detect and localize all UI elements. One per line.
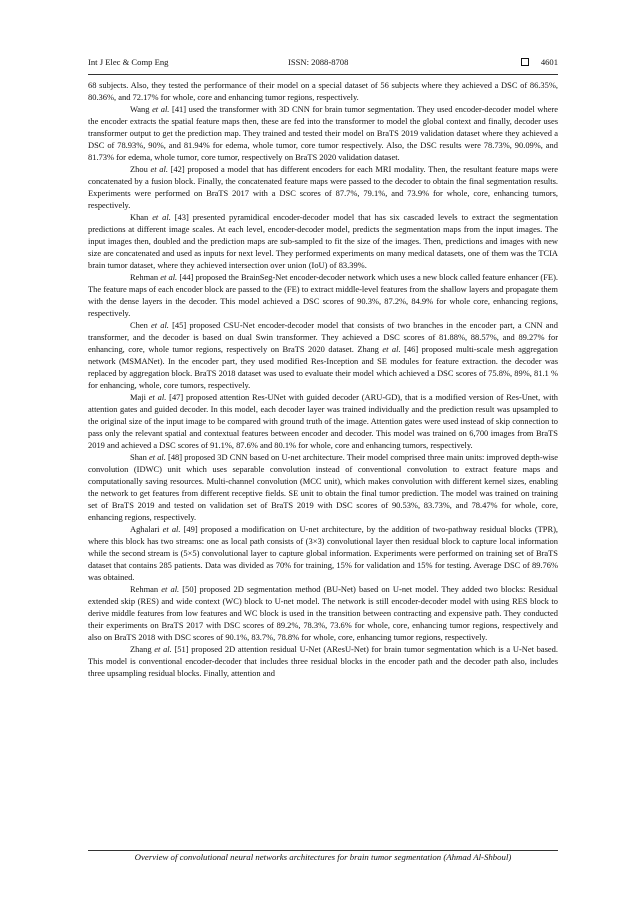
header-rule (88, 74, 558, 75)
et-al: et al. (152, 212, 171, 222)
paragraph (88, 319, 558, 391)
paragraph-text: [48] proposed 3D CNN based on U-net architecture. Their model comprised three main units: improved depth-wise convolution (IDWC) unit which uses separable convolution instead of conventional convolution to extract feature maps and computationally saving resources. Multi-channel convolution (MCC unit), which makes convolution with different kernel sizes, enabling the network to get features from different receptive fields. SE unit to obtain the final tumor prediction. The model was trained on training set of BraTS 2019 and tested on validation set of BraTS 2019 with DSC scores of 90.53%, 83.73%, and 78.47% for whole, core, enhancing regions, respectively. (88, 452, 558, 522)
header-right (521, 57, 558, 67)
paragraph (88, 163, 558, 211)
running-header (88, 57, 558, 71)
et-al: et al. (161, 584, 180, 594)
et-al: et al. (382, 344, 401, 354)
author-name: Wang (130, 104, 153, 114)
paragraph (88, 451, 558, 523)
body-text (88, 79, 558, 679)
paragraph (88, 583, 558, 643)
paragraph (88, 103, 558, 163)
checkbox-square-icon (521, 58, 529, 66)
author-name: Zhou (130, 164, 151, 174)
author-name: Rehman (130, 584, 162, 594)
et-al: et al. (152, 104, 170, 114)
paragraph (88, 523, 558, 583)
footer-rule (88, 850, 558, 851)
issn: ISSN: 2088-8708 (288, 57, 349, 67)
et-al: et al. (150, 320, 169, 330)
paragraph-text: [45] proposed CSU-Net encoder-decoder model that consists of two branches in the encoder part, a CNN and transformer, and the decoder is based on dual Swin transformer. They achieved a DSC scores of 81.88%, 88.57%, and 89.27% for enhancing, core, whole tumor regions, respectively on BraTS 2020 dataset. Zhang (88, 320, 558, 354)
paragraph-text: [49] proposed a modification on U-net architecture, by the addition of two-pathway residual blocks (TPR), where this block has two streams: one as local path consists of (3×3) convolutional layer then residual block to capture local information while the second stream is (5×5) convolutional layer to capture global information. Experiments were performed on training set of BraTS dataset that contains 285 patients. Data was divided as 70% for training, 15% for validation and 15% for testing. Average DSC of 89.76% was obtained. (88, 524, 558, 582)
et-al: et al. (154, 644, 172, 654)
author-name: Chen (130, 320, 151, 330)
et-al: et al. (149, 452, 166, 462)
paragraph-text: [44] proposed the BrainSeg-Net encoder-decoder network which uses a new block called feature enhancer (FE). The feature maps of each encoder block are passed to the (FE) to extract middle-level features from the shallow layers and propagate them with the dense layers in the decoder. This model achieved a DSC scores of 90.3%, 87.2%, 84.9% for whole core, enhancing regions, respectively. (88, 272, 558, 318)
paragraph-text: [51] proposed 2D attention residual U-Net (AResU-Net) for brain tumor segmentation which is a U-Net based. This model is conventional encoder-decoder that includes three residual blocks in the encoder path and the decoder path also, includes three upsampling residual blocks. Finally, attention and (88, 644, 558, 678)
paragraph-text: [47] proposed attention Res-UNet with guided decoder (ARU-GD), that is a modified version of Res-Unet, with attention gates and guided decoder. In this model, each decoder layer was trained individually and the prediction result was upsampled to the original size of the input image to be compared with ground truth of the image. Attention gates were used instead of skip connection to pass only the relevant spatial and contextual features between encoder and decoder. This model was trained on 6,700 images from BraTS 2019 and achieved a DSC scores of 91.1%, 87.6% and 80.1% for whole, core and enhancing tumors, respectively. (88, 392, 559, 450)
paragraph-text: 68 subjects. Also, they tested the performance of their model on a special dataset of 56 subjects where they achieved a DSC of 86.35%, 80.36%, and 72.17% for whole, core and enhancing tumor regions, respectively. (88, 80, 558, 102)
paragraph-text: [43] presented pyramidical encoder-decoder model that has six cascaded levels to extract the segmentation predictions at different image scales. At each level, encoder-decoder model, predicts the segmentation maps from the input images. The input images then, doubled and the prediction maps are sub-sampled to fit the size of the images. Then, predictions and images with new size are concatenated and used as inputs for next level. They performed experiments on many medical datasets, one of them was the TCIA brain tumor dataset, where they achieved intersection over union (IoU) of 83.39%. (88, 212, 559, 270)
running-footer: Overview of convolutional neural networks architectures for brain tumor segmentation (Ahmad Al-Shboul) (134, 852, 512, 862)
author-name: Shan (130, 452, 149, 462)
paragraph-text: [50] proposed 2D segmentation method (BU-Net) based on U-net model. They added two blocks: Residual extended skip (RES) and wide context (WC) block to U-net model. The network is still encoder-decoder model with using RES block to derive middle features from low features and WC block is used in the transition between contracting and expensive path. They conducted their experiments on BraTS 2017 with DSC scores of 89.2%, 78.3%, 73.6% for whole, core, enhancing tumor regions, respectively and also on BraTS 2018 with DSC scores of 90.1%, 83.7%, 78.8% for whole, core, enhancing tumor regions, respectively. (88, 584, 558, 642)
paragraph (88, 79, 558, 103)
journal-name: Int J Elec & Comp Eng (88, 57, 169, 67)
author-name: Zhang (130, 644, 155, 654)
paragraph (88, 271, 558, 319)
author-name: Khan (130, 212, 153, 222)
paragraph (88, 211, 558, 271)
page-number: 4601 (540, 57, 558, 67)
paragraph-text: [42] proposed a model that has different encoders for each MRI modality. Then, the resultant feature maps were concatenated by a fusion block. Finally, the concatenated feature maps were passed to the decoder to obtain the final segmentation results. Experiments were performed on BraTS 2017 with a DSC scores of 87.7%, 79.1%, and 73.9% for whole, core, enhancing tumors, respectively. (88, 164, 558, 210)
paragraph-text: [41] used the transformer with 3D CNN for brain tumor segmentation. They used encoder-decoder model where the encoder extracts the spatial feature maps then, these are fed into the transformer to model the global context and finally, decoder uses transformer output to get the prediction map. They trained and tested their model on BraTS 2019 validation dataset where they achieved a DSC of 78.93%, 90%, and 81.94% for edema, whole tumor, core tumor respectively. Also, the DSC results were 78.73%, 90.09%, and 81.73% for edema, whole tumor, core tumor, respectively on BraTS 2020 validation dataset. (88, 104, 558, 162)
author-name: Maji (130, 392, 149, 402)
paragraph (88, 643, 558, 679)
author-name: Aghalari (130, 524, 163, 534)
paragraph (88, 391, 558, 451)
et-al: et al. (160, 272, 178, 282)
paragraph-text: [46] proposed multi-scale mesh aggregation network (MSMANet). In the encoder part, they used modified Res-Inception and SE modules for feature extraction. the decoder was replaced by aggregation block. BraTS 2018 dataset was used to evaluate their model which achieved a DSC scores of 75.8%, 89%, 81.1 % for enhancing, whole, core tumors, respectively. (88, 344, 559, 390)
et-al: et al. (162, 524, 181, 534)
et-al: et al. (148, 392, 167, 402)
author-name: Rehman (130, 272, 161, 282)
et-al: et al. (150, 164, 168, 174)
